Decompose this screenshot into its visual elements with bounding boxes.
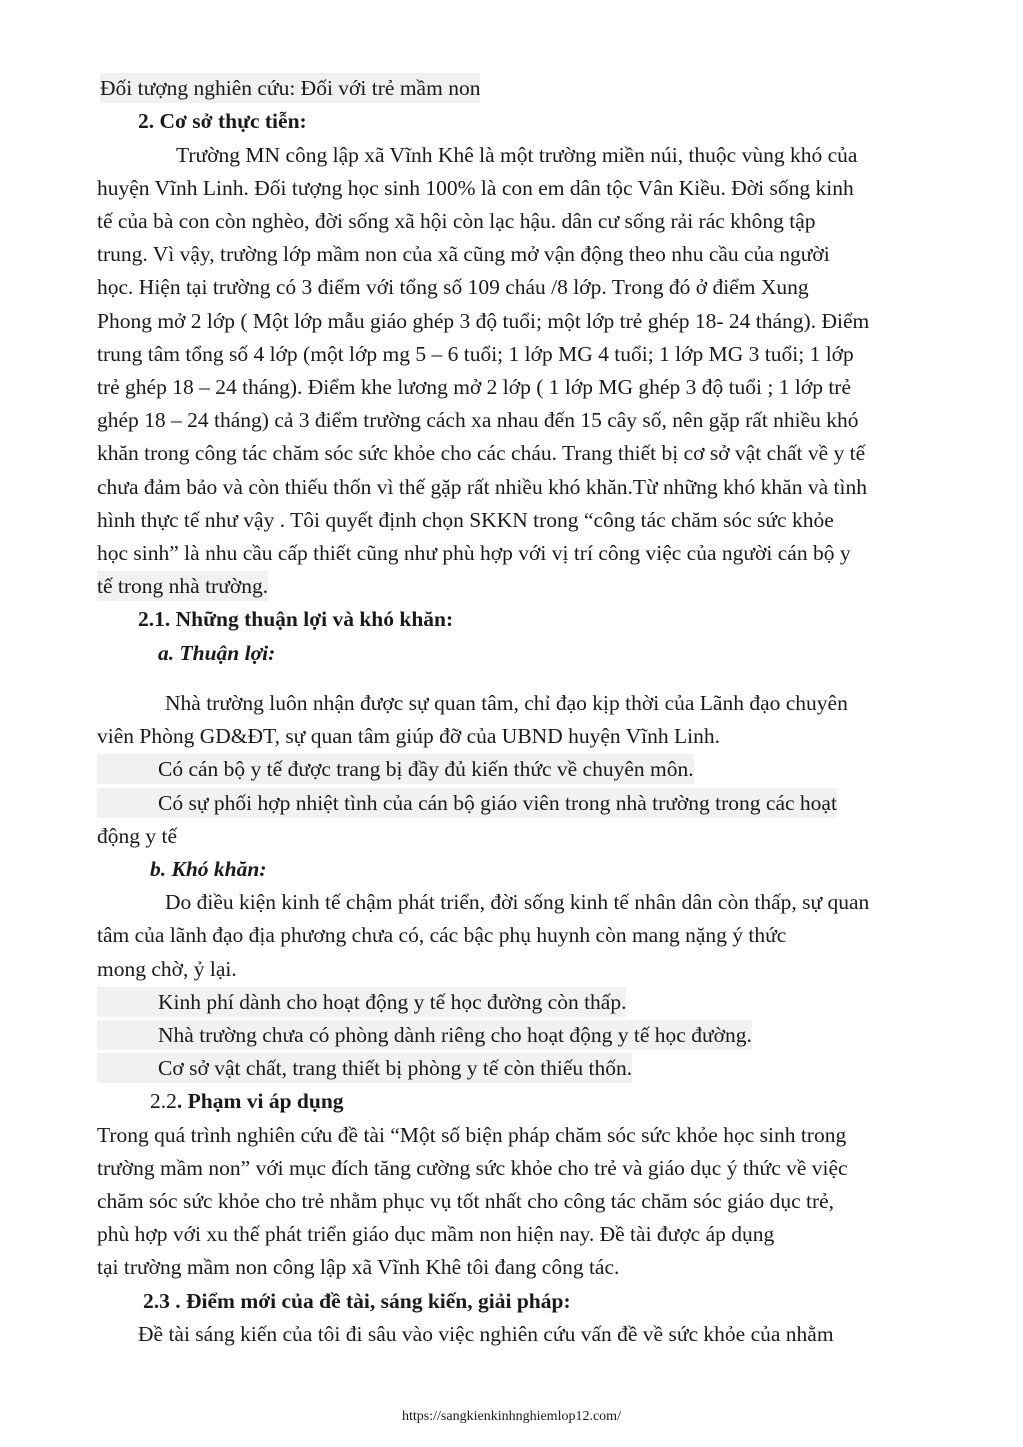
- text-line: viên Phòng GD&ĐT, sự quan tâm giúp đỡ của UBND huyện Vĩnh Linh.: [97, 724, 720, 748]
- subsection-heading: b. Khó khăn:: [150, 857, 267, 881]
- text-line: trung tâm tổng số 4 lớp (một lớp mg 5 – 6 tuổi; 1 lớp MG 4 tuổi; 1 lớp MG 3 tuổi; 1 lớp: [97, 342, 854, 366]
- text-line: ghép 18 – 24 tháng) cả 3 điểm trường cách xa nhau đến 15 cây số, nên gặp rất nhiều khó: [97, 408, 859, 432]
- text-line: tâm của lãnh đạo địa phương chưa có, các bậc phụ huynh còn mang nặng ý thức: [97, 923, 787, 947]
- text-line: Đối tượng nghiên cứu: Đối với trẻ mầm non: [100, 73, 480, 103]
- text-line: khăn trong công tác chăm sóc sức khỏe cho các cháu. Trang thiết bị cơ sở vật chất về y tế: [97, 441, 866, 465]
- text-line: tế của bà con còn nghèo, đời sống xã hội còn lạc hậu. dân cư sống rải rác không tập: [97, 209, 816, 233]
- text-line: Đề tài sáng kiến của tôi đi sâu vào việc nghiên cứu vấn đề về sức khỏe của nhằm: [138, 1322, 834, 1346]
- footer-url: https://sangkienkinhnghiemlop12.com/: [402, 1409, 621, 1424]
- text-line: động y tế: [97, 824, 178, 848]
- section-heading: 2. Cơ sở thực tiễn:: [138, 109, 307, 133]
- text-line: trẻ ghép 18 – 24 tháng). Điểm khe lương mở 2 lớp ( 1 lớp MG ghép 3 độ tuổi ; 1 lớp trẻ: [97, 375, 852, 399]
- section-heading: 2.1. Những thuận lợi và khó khăn:: [138, 607, 454, 631]
- text-line: trường mầm non” với mục đích tăng cường sức khỏe cho trẻ và giáo dục ý thức về việc: [97, 1156, 848, 1180]
- text-line: tại trường mầm non công lập xã Vĩnh Khê tôi đang công tác.: [97, 1255, 620, 1279]
- section-heading: [150, 1086, 344, 1116]
- text-line: Nhà trường luôn nhận được sự quan tâm, chỉ đạo kịp thời của Lãnh đạo chuyên: [165, 691, 848, 715]
- text-line: Có sự phối hợp nhiệt tình của cán bộ giáo viên trong nhà trường trong các hoạt: [97, 788, 837, 818]
- text-line: tế trong nhà trường.: [97, 571, 268, 601]
- section-title: . Phạm vi áp dụng: [176, 1089, 344, 1113]
- text-line: chưa đảm bảo và còn thiếu thốn vì thế gặp rất nhiều khó khăn.Từ những khó khăn và tình: [97, 475, 867, 499]
- text-line: Kinh phí dành cho hoạt động y tế học đường còn thấp.: [97, 987, 626, 1017]
- text-line: Trường MN công lập xã Vĩnh Khê là một trường miền núi, thuộc vùng khó của: [176, 143, 858, 167]
- text-line: Có cán bộ y tế được trang bị đầy đủ kiến thức về chuyên môn.: [97, 754, 694, 784]
- text-line: trung. Vì vậy, trường lớp mầm non của xã cũng mở vận động theo nhu cầu của người: [97, 242, 830, 266]
- text-line: Trong quá trình nghiên cứu đề tài “Một số biện pháp chăm sóc sức khỏe học sinh trong: [97, 1123, 847, 1147]
- text-line: Do điều kiện kinh tế chậm phát triển, đời sống kinh tế nhân dân còn thấp, sự quan: [165, 890, 870, 914]
- text-line: chăm sóc sức khỏe cho trẻ nhằm phục vụ tốt nhất cho công tác chăm sóc giáo dục trẻ,: [97, 1189, 835, 1213]
- text-line: học sinh” là nhu cầu cấp thiết cũng như phù hợp với vị trí công việc của người cán bộ y: [97, 541, 851, 565]
- subsection-heading: a. Thuận lợi:: [158, 641, 276, 665]
- text-line: học. Hiện tại trường có 3 điểm với tổng số 109 cháu /8 lớp. Trong đó ở điểm Xung: [97, 275, 809, 299]
- text-line: Nhà trường chưa có phòng dành riêng cho hoạt động y tế học đường.: [97, 1020, 752, 1050]
- text-line: mong chờ, ỷ lại.: [97, 957, 237, 981]
- text-line: Phong mở 2 lớp ( Một lớp mẫu giáo ghép 3 độ tuổi; một lớp trẻ ghép 18- 24 tháng). Điểm: [97, 309, 870, 333]
- section-heading: 2.3 . Điểm mới của đề tài, sáng kiến, giải pháp:: [143, 1289, 571, 1313]
- text-line: hình thực tế như vậy . Tôi quyết định chọn SKKN trong “công tác chăm sóc sức khỏe: [97, 508, 834, 532]
- section-number: 2.2: [150, 1089, 177, 1113]
- text-line: Cơ sở vật chất, trang thiết bị phòng y tế còn thiếu thốn.: [97, 1053, 632, 1083]
- text-line: huyện Vĩnh Linh. Đối tượng học sinh 100% là con em dân tộc Vân Kiều. Đời sống kinh: [97, 176, 854, 200]
- text-line: phù hợp với xu thế phát triển giáo dục mầm non hiện nay. Đề tài được áp dụng: [97, 1222, 775, 1246]
